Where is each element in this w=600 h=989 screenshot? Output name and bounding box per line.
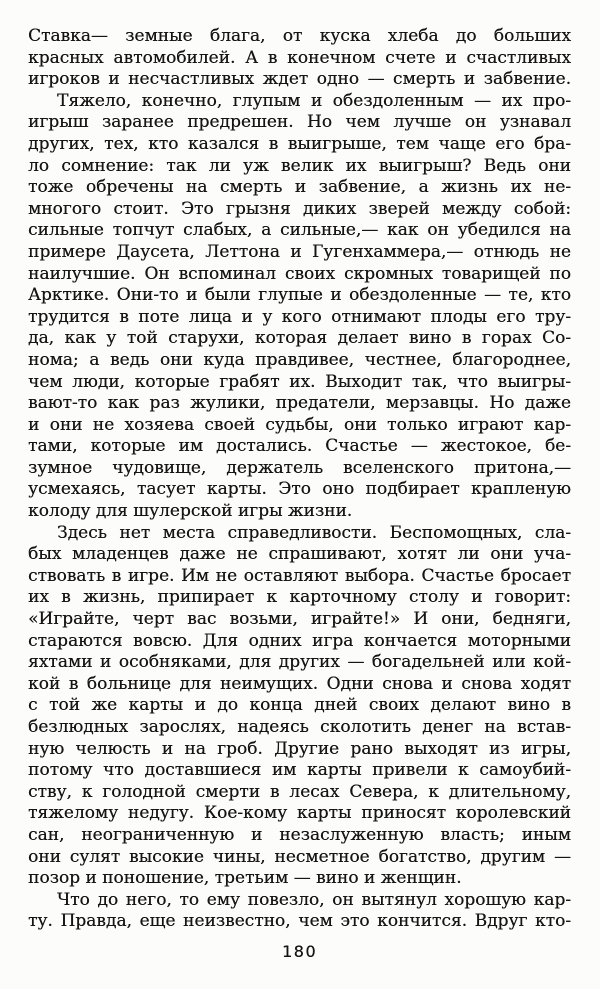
text-line: позор и поношение, третьим — вино и женщин.	[28, 868, 462, 889]
text-line: «Играйте, черт вас возьми, играйте!» И они, бедняги,	[28, 609, 571, 630]
text-line: других, тех, кто казался в выигрыше, тем чаще его бра-	[28, 133, 571, 154]
text-line: наилучшие. Он вспоминал своих скромных товарищей по	[28, 263, 571, 284]
text-line: Арктике. Они-то и были глупые и обездоленные — те, кто	[28, 285, 571, 306]
text-line: игрыш заранее предрешен. Но чем лучше он узнавал	[28, 112, 571, 133]
text-line: вают-то как раз жулики, предатели, мерзавцы. Но даже	[28, 393, 571, 414]
text-line: безлюдных зарослях, надеясь сколотить денег на встав-	[28, 717, 571, 737]
text-line: игроков и несчастливых ждет одно — смерть и забвение.	[28, 69, 571, 90]
text-line: стараются вовсю. Для одних игра кончается моторными	[28, 630, 571, 651]
text-line: чем люди, которые грабят их. Выходит так, что выигры-	[28, 371, 571, 392]
text-line: ную челюсть и на гроб. Другие рано выходят из игры,	[28, 738, 571, 759]
text-line: кой в больнице для неимущих. Одни снова и снова ходят	[28, 673, 571, 694]
text-line: яхтами и особняками, для других — богадельней или кой-	[28, 652, 571, 673]
text-line: ствовать в игре. Им не оставляют выбора. Счастье бросает	[28, 565, 571, 586]
text-line: тами, которые им достались. Счастье — жестокое, бе-	[28, 436, 571, 457]
text-line: сан, неограниченную и незаслуженную власть; иным	[28, 824, 571, 845]
text-line: колоду для шулерской игры жизни.	[28, 501, 353, 522]
text-line: Что до него, то ему повезло, он вытянул хорошую кар-	[57, 889, 571, 910]
text-line: нома; а ведь они куда правдивее, честнее, благороднее,	[28, 349, 571, 370]
text-line: Тяжело, конечно, глупым и обездоленным — их про-	[57, 90, 571, 111]
text-line: ту. Правда, еще неизвестно, чем это кончится. Вдруг кто-	[28, 911, 571, 932]
text-line: потому что доставшиеся им карты привели к самоубий-	[28, 760, 571, 781]
text-line: ству, к голодной смерти в лесах Севера, к длительному,	[28, 781, 571, 802]
text-line: ло сомнение: так ли уж велик их выигрыш? Ведь они	[28, 155, 571, 176]
text-line: примере Даусета, Леттона и Гугенхаммера,— отнюдь не	[28, 241, 571, 262]
text-line: сильные топчут слабых, а сильные,— как он убедился на	[28, 220, 571, 241]
text-line: с той же карты и до конца дней своих делают вино в	[28, 695, 571, 716]
text-line: их в жизнь, припирает к карточному столу и говорит:	[28, 587, 571, 608]
text-line: трудится в поте лица и у кого отнимают плоды его тру-	[28, 306, 571, 327]
text-line: зумное чудовище, держатель вселенского притона,—	[28, 457, 571, 478]
text-line: бых младенцев даже не спрашивают, хотят ли они уча-	[28, 544, 571, 565]
text-line: красных автомобилей. А в конечном счете и счастливых	[28, 47, 571, 68]
text-line: они сулят высокие чины, несметное богатство, другим —	[28, 846, 571, 867]
text-line: тоже обречены на смерть и забвение, а жизнь их не-	[28, 177, 571, 198]
text-line: тяжелому недугу. Кое-кому карты приносят королевский	[28, 803, 571, 824]
text-line: усмехаясь, тасует карты. Это оно подбирает крапленую	[28, 479, 571, 500]
text-line: многого стоит. Это грызня диких зверей между собой:	[28, 198, 571, 219]
text-line: Здесь нет места справедливости. Беспомощных, сла-	[57, 522, 571, 543]
text-line: и они не хозяева своей судьбы, они только играют кар-	[28, 414, 571, 435]
page-number: 180	[281, 941, 318, 961]
text-line: Ставка— земные блага, от куска хлеба до больших	[28, 26, 571, 46]
text-block	[28, 26, 571, 933]
text-line: да, как у той старухи, которая делает вино в горах Со-	[28, 328, 571, 349]
